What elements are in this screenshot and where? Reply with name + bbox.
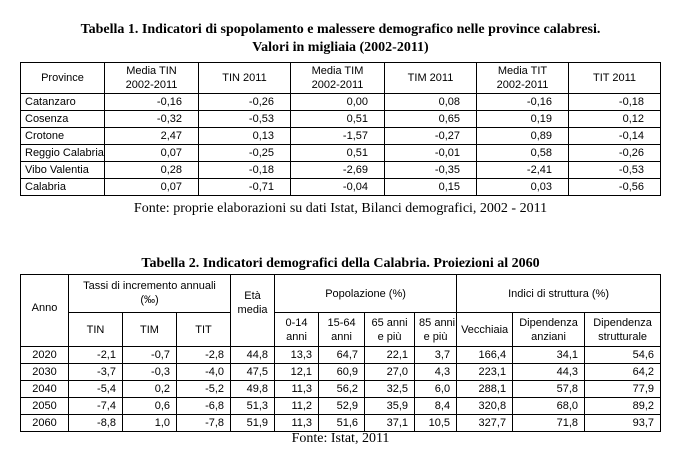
header-65-plus: [365, 313, 415, 347]
province-name: Calabria: [21, 179, 105, 196]
table-cell: -2,1: [69, 347, 123, 364]
table-row: [21, 398, 661, 415]
header-dip-anz-line2: anziani: [531, 330, 566, 343]
table-cell: 44,3: [513, 364, 585, 381]
header-media-tim: [291, 63, 385, 94]
table-cell: 320,8: [457, 398, 513, 415]
table-cell: 0,6: [123, 398, 177, 415]
table-cell: 51,6: [319, 415, 365, 432]
table-cell: 68,0: [513, 398, 585, 415]
table-cell: 22,1: [365, 347, 415, 364]
table-cell: -8,8: [69, 415, 123, 432]
table-cell: 0,07: [105, 179, 199, 196]
table-cell: 12,1: [275, 364, 319, 381]
table-cell: 0,58: [477, 145, 569, 162]
table-cell: -0,71: [199, 179, 291, 196]
table-cell: 223,1: [457, 364, 513, 381]
table-cell: -0,27: [385, 128, 477, 145]
table-cell: 11,2: [275, 398, 319, 415]
header-province: Province: [21, 63, 105, 94]
header-tit: TIT: [177, 313, 231, 347]
header-15-64-line1: 15-64: [327, 316, 356, 329]
header-eta-line2: media: [237, 304, 268, 316]
year-cell: 2050: [21, 398, 69, 415]
table-cell: 0,00: [291, 94, 385, 111]
table-cell: 0,12: [569, 111, 661, 128]
table-cell: -2,8: [177, 347, 231, 364]
table-cell: 3,7: [415, 347, 457, 364]
province-name: Vibo Valentia: [21, 162, 105, 179]
header-tin-2011: TIN 2011: [199, 63, 291, 94]
table-cell: 64,2: [585, 364, 661, 381]
province-name: Catanzaro: [21, 94, 105, 111]
table-row: [21, 381, 661, 398]
table-row: [21, 94, 661, 111]
header-media-tim-line2: 2002-2011: [311, 79, 364, 91]
header-15-64-line2: anni: [331, 330, 352, 343]
table-cell: 327,7: [457, 415, 513, 432]
table-cell: 0,2: [123, 381, 177, 398]
table-cell: 56,2: [319, 381, 365, 398]
table-cell: -0,01: [385, 145, 477, 162]
province-name: Cosenza: [21, 111, 105, 128]
year-cell: 2020: [21, 347, 69, 364]
header-0-14-line1: 0-14: [285, 316, 308, 329]
header-85-line2: e più: [423, 330, 448, 343]
table-cell: 64,7: [319, 347, 365, 364]
table-cell: -5,4: [69, 381, 123, 398]
table-cell: 71,8: [513, 415, 585, 432]
header-media-tit-line2: 2002-2011: [496, 79, 549, 91]
table-cell: 49,8: [231, 381, 275, 398]
header-85-line1: 85 anni: [419, 316, 456, 329]
table-cell: -0,26: [199, 94, 291, 111]
table-cell: 6,0: [415, 381, 457, 398]
table-cell: 0,89: [477, 128, 569, 145]
table-cell: 54,6: [585, 347, 661, 364]
table-cell: 0,19: [477, 111, 569, 128]
header-15-64: [319, 313, 365, 347]
table-cell: -0,25: [199, 145, 291, 162]
table-cell: 57,8: [513, 381, 585, 398]
header-eta-media: [231, 275, 275, 347]
table-cell: 0,08: [385, 94, 477, 111]
table2-header-row-2: [21, 313, 661, 347]
table1-title-line2: Valori in migliaia (2002-2011): [252, 40, 429, 55]
header-65-line2: e più: [377, 330, 402, 343]
table-cell: -5,2: [177, 381, 231, 398]
table-cell: 89,2: [585, 398, 661, 415]
table-cell: -2,69: [291, 162, 385, 179]
table-cell: -0,16: [477, 94, 569, 111]
table1: [20, 62, 661, 196]
table-row: [21, 347, 661, 364]
header-dip-str-line1: Dipendenza: [593, 316, 652, 329]
table-cell: 10,5: [415, 415, 457, 432]
table2-header-row-1: [21, 275, 661, 313]
table-row: [21, 162, 661, 179]
header-65-line1: 65 anni: [371, 316, 408, 329]
table-cell: 13,3: [275, 347, 319, 364]
table-cell: 37,1: [365, 415, 415, 432]
table-cell: 11,3: [275, 381, 319, 398]
table-cell: 47,5: [231, 364, 275, 381]
table-cell: -1,57: [291, 128, 385, 145]
table-cell: 60,9: [319, 364, 365, 381]
table-cell: -7,8: [177, 415, 231, 432]
table-cell: -2,41: [477, 162, 569, 179]
header-0-14-line2: anni: [286, 330, 307, 343]
table-cell: 0,13: [199, 128, 291, 145]
table-cell: 35,9: [365, 398, 415, 415]
table-cell: 4,3: [415, 364, 457, 381]
year-cell: 2060: [21, 415, 69, 432]
header-dipendenza-anziani: [513, 313, 585, 347]
table-cell: -7,4: [69, 398, 123, 415]
table-cell: -0,53: [199, 111, 291, 128]
table-cell: -0,18: [569, 94, 661, 111]
table-cell: 8,4: [415, 398, 457, 415]
header-eta-line1: Età: [244, 290, 261, 302]
table-cell: -0,35: [385, 162, 477, 179]
table-cell: -0,32: [105, 111, 199, 128]
header-media-tin-line1: Media TIN: [126, 65, 177, 77]
table-cell: -0,14: [569, 128, 661, 145]
table-cell: 0,03: [477, 179, 569, 196]
header-tit-2011: TIT 2011: [569, 63, 661, 94]
table-cell: 2,47: [105, 128, 199, 145]
header-dip-str-line2: strutturale: [598, 330, 648, 343]
table-row: [21, 145, 661, 162]
header-media-tit-line1: Media TIT: [497, 65, 548, 77]
year-cell: 2040: [21, 381, 69, 398]
table-cell: -6,8: [177, 398, 231, 415]
table-cell: -0,04: [291, 179, 385, 196]
table-cell: -0,7: [123, 347, 177, 364]
table-cell: 34,1: [513, 347, 585, 364]
header-popolazione: Popolazione (%): [275, 275, 457, 313]
table-cell: -0,26: [569, 145, 661, 162]
table-cell: 0,28: [105, 162, 199, 179]
table-cell: -0,18: [199, 162, 291, 179]
table-row: [21, 179, 661, 196]
header-tin: TIN: [69, 313, 123, 347]
table2-source: Fonte: Istat, 2011: [291, 431, 390, 446]
header-indici: Indici di struttura (%): [457, 275, 661, 313]
table-row: [21, 364, 661, 381]
header-tassi-line2: (‰): [140, 294, 159, 306]
table-cell: 27,0: [365, 364, 415, 381]
table-cell: 52,9: [319, 398, 365, 415]
header-media-tit: [477, 63, 569, 94]
table-cell: -0,56: [569, 179, 661, 196]
table1-title-line1: Tabella 1. Indicatori di spopolamento e malessere demografico nelle province calabresi.: [80, 22, 601, 37]
table2: [20, 274, 661, 432]
header-dip-anz-line1: Dipendenza: [519, 316, 578, 329]
table-cell: 0,65: [385, 111, 477, 128]
table-cell: 51,9: [231, 415, 275, 432]
table-cell: 288,1: [457, 381, 513, 398]
table-cell: -0,53: [569, 162, 661, 179]
year-cell: 2030: [21, 364, 69, 381]
table1-source: Fonte: proprie elaborazioni su dati Istat, Bilanci demografici, 2002 - 2011: [133, 201, 548, 216]
province-name: Reggio Calabria: [21, 145, 105, 162]
table-row: [21, 415, 661, 432]
header-tassi-line1: Tassi di incremento annuali: [83, 280, 216, 292]
header-tim: TIM: [123, 313, 177, 347]
table-cell: 0,51: [291, 145, 385, 162]
table-cell: 44,8: [231, 347, 275, 364]
header-media-tin: [105, 63, 199, 94]
header-vecchiaia: Vecchiaia: [457, 313, 513, 347]
province-name: Crotone: [21, 128, 105, 145]
table-cell: 0,51: [291, 111, 385, 128]
header-anno: Anno: [21, 275, 69, 347]
table1-header-row: [21, 63, 661, 94]
header-85-plus: [415, 313, 457, 347]
table2-title: Tabella 2. Indicatori demografici della Calabria. Proiezioni al 2060: [141, 256, 540, 271]
table-cell: 77,9: [585, 381, 661, 398]
table-row: [21, 111, 661, 128]
table-cell: 51,3: [231, 398, 275, 415]
table-cell: 32,5: [365, 381, 415, 398]
header-tassi: [69, 275, 231, 313]
table-cell: 1,0: [123, 415, 177, 432]
header-dipendenza-strutturale: [585, 313, 661, 347]
table-row: [21, 128, 661, 145]
header-media-tim-line1: Media TIM: [311, 65, 364, 77]
table-cell: 0,07: [105, 145, 199, 162]
table-cell: 166,4: [457, 347, 513, 364]
table-cell: 0,15: [385, 179, 477, 196]
table-cell: -3,7: [69, 364, 123, 381]
header-0-14: [275, 313, 319, 347]
header-media-tin-line2: 2002-2011: [125, 79, 178, 91]
table-cell: 11,3: [275, 415, 319, 432]
table-cell: -0,16: [105, 94, 199, 111]
header-tim-2011: TIM 2011: [385, 63, 477, 94]
table-cell: -4,0: [177, 364, 231, 381]
table-cell: -0,3: [123, 364, 177, 381]
table-cell: 93,7: [585, 415, 661, 432]
